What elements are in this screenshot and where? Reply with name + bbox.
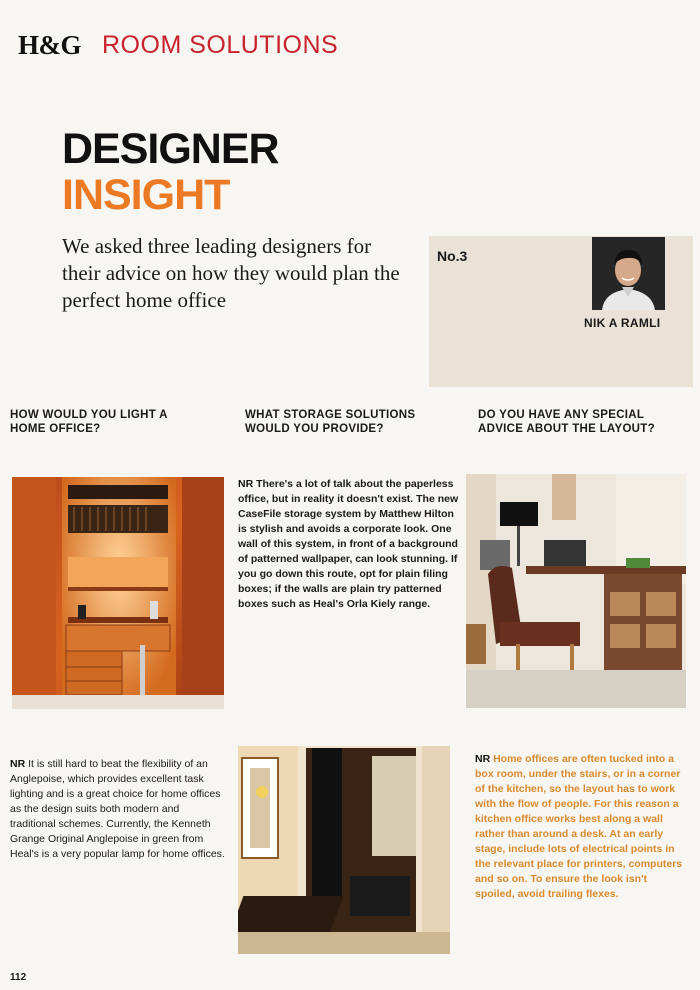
answer-prefix: NR bbox=[10, 758, 26, 770]
answer-prefix: NR bbox=[475, 753, 491, 765]
answer-lighting bbox=[10, 757, 225, 862]
designer-name: NIK A RAMLI bbox=[584, 316, 661, 330]
office-desk-photo bbox=[466, 474, 686, 708]
question-storage: WHAT STORAGE SOLUTIONS WOULD YOU PROVIDE? bbox=[245, 409, 416, 435]
answer-lighting-text: It is still hard to beat the flexibility of an Anglepoise, which provides excellent task lighting and is a great choice for home offices as the design suits both modern and traditional schemes. Currently, the Kenneth Grange Original Anglepoise in green from Heal's is a very popular lamp for home offices. bbox=[10, 758, 225, 860]
title-line-1: DESIGNER bbox=[62, 125, 279, 173]
designer-number: No.3 bbox=[437, 248, 468, 264]
brand-logo: H&G bbox=[18, 30, 81, 60]
answer-storage bbox=[238, 477, 460, 612]
designer-portrait bbox=[592, 237, 665, 310]
answer-layout-text: Home offices are often tucked into a box room, under the stairs, or in a corner of the kitchen, so the layout has to work with the flow of people. For this reason a kitchen office works best along a wall rather than around a desk. At an early stage, include lots of electrical points in the relevant place for printers, computers and so on. To ensure the look isn't spoiled, avoid trailing flexes. bbox=[475, 753, 683, 900]
hallway-photo bbox=[238, 746, 450, 954]
answer-layout bbox=[475, 752, 685, 902]
answer-storage-text: There's a lot of talk about the paperless office, but in reality it doesn't exist. The new CaseFile storage system by Matthew Hilton is stylish and avoids a corporate look. One wall of this system, in front of a background of patterned wallpaper, can look stunning. If you go down this route, opt for plain filing boxes; if the walls are plain try patterned boxes such as Heal's Orla Kiely range. bbox=[238, 478, 459, 610]
question-layout: DO YOU HAVE ANY SPECIAL ADVICE ABOUT THE LAYOUT? bbox=[478, 409, 655, 435]
title-line-2: INSIGHT bbox=[62, 171, 230, 219]
intro-text: We asked three leading designers for their advice on how they would plan the perfect home office bbox=[62, 234, 400, 312]
cabinet-photo bbox=[12, 477, 224, 709]
page-number: 112 bbox=[10, 972, 27, 983]
section-title: ROOM SOLUTIONS bbox=[102, 31, 339, 59]
question-lighting: HOW WOULD YOU LIGHT A HOME OFFICE? bbox=[10, 409, 168, 435]
answer-prefix: NR bbox=[238, 478, 254, 490]
